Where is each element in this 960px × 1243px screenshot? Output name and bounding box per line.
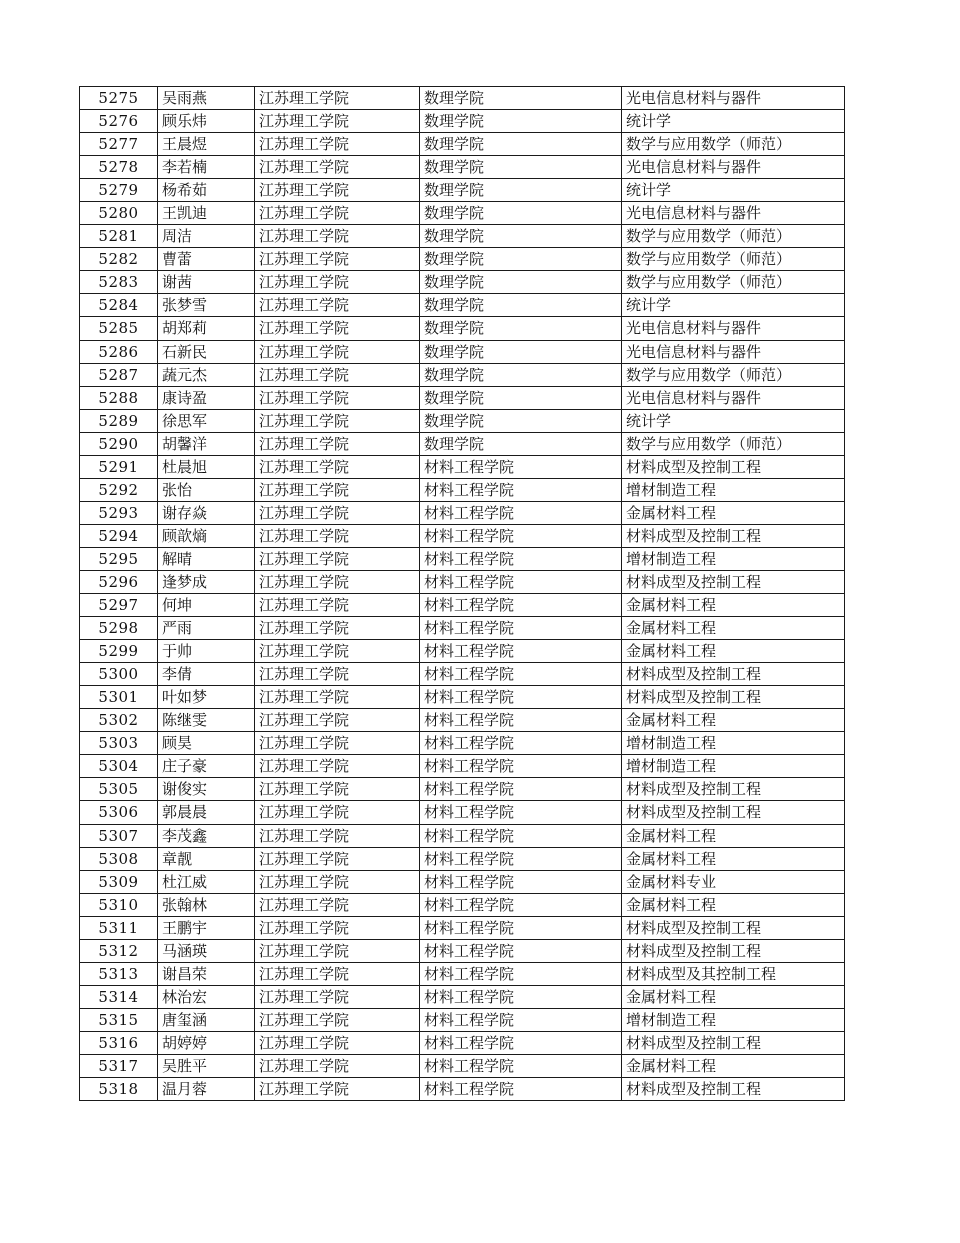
cell-number: 5314 bbox=[80, 985, 158, 1008]
table-row bbox=[80, 340, 845, 363]
cell-college: 数理学院 bbox=[420, 133, 622, 156]
cell-school: 江苏理工学院 bbox=[255, 110, 420, 133]
cell-major: 光电信息材料与器件 bbox=[622, 156, 845, 179]
cell-major: 数学与应用数学（师范） bbox=[622, 248, 845, 271]
table-row bbox=[80, 893, 845, 916]
cell-college: 材料工程学院 bbox=[420, 847, 622, 870]
cell-school: 江苏理工学院 bbox=[255, 663, 420, 686]
cell-major: 光电信息材料与器件 bbox=[622, 386, 845, 409]
table-row bbox=[80, 110, 845, 133]
cell-name: 顾昊 bbox=[158, 732, 255, 755]
cell-school: 江苏理工学院 bbox=[255, 916, 420, 939]
table-row bbox=[80, 432, 845, 455]
table-row bbox=[80, 755, 845, 778]
cell-school: 江苏理工学院 bbox=[255, 755, 420, 778]
table-row bbox=[80, 524, 845, 547]
cell-number: 5288 bbox=[80, 386, 158, 409]
cell-name: 石新民 bbox=[158, 340, 255, 363]
cell-name: 杨希茹 bbox=[158, 179, 255, 202]
cell-college: 材料工程学院 bbox=[420, 732, 622, 755]
cell-number: 5276 bbox=[80, 110, 158, 133]
cell-major: 材料成型及控制工程 bbox=[622, 455, 845, 478]
cell-school: 江苏理工学院 bbox=[255, 271, 420, 294]
cell-name: 何坤 bbox=[158, 594, 255, 617]
cell-school: 江苏理工学院 bbox=[255, 709, 420, 732]
cell-number: 5286 bbox=[80, 340, 158, 363]
cell-college: 材料工程学院 bbox=[420, 1078, 622, 1101]
cell-major: 增材制造工程 bbox=[622, 755, 845, 778]
cell-college: 材料工程学院 bbox=[420, 916, 622, 939]
cell-number: 5305 bbox=[80, 778, 158, 801]
cell-major: 材料成型及控制工程 bbox=[622, 570, 845, 593]
table-row bbox=[80, 847, 845, 870]
cell-college: 数理学院 bbox=[420, 179, 622, 202]
cell-major: 统计学 bbox=[622, 409, 845, 432]
cell-number: 5287 bbox=[80, 363, 158, 386]
cell-school: 江苏理工学院 bbox=[255, 455, 420, 478]
cell-major: 金属材料工程 bbox=[622, 501, 845, 524]
table-row bbox=[80, 686, 845, 709]
cell-college: 材料工程学院 bbox=[420, 524, 622, 547]
cell-major: 金属材料工程 bbox=[622, 985, 845, 1008]
cell-major: 增材制造工程 bbox=[622, 478, 845, 501]
cell-college: 材料工程学院 bbox=[420, 985, 622, 1008]
cell-major: 数学与应用数学（师范） bbox=[622, 225, 845, 248]
cell-major: 金属材料专业 bbox=[622, 870, 845, 893]
cell-school: 江苏理工学院 bbox=[255, 847, 420, 870]
cell-number: 5281 bbox=[80, 225, 158, 248]
cell-major: 材料成型及控制工程 bbox=[622, 916, 845, 939]
cell-school: 江苏理工学院 bbox=[255, 294, 420, 317]
cell-major: 数学与应用数学（师范） bbox=[622, 133, 845, 156]
cell-name: 张梦雪 bbox=[158, 294, 255, 317]
cell-college: 材料工程学院 bbox=[420, 663, 622, 686]
cell-name: 王鹏宇 bbox=[158, 916, 255, 939]
cell-name: 逢梦成 bbox=[158, 570, 255, 593]
cell-major: 光电信息材料与器件 bbox=[622, 202, 845, 225]
cell-name: 林治宏 bbox=[158, 985, 255, 1008]
cell-name: 胡郑莉 bbox=[158, 317, 255, 340]
cell-number: 5285 bbox=[80, 317, 158, 340]
table-row bbox=[80, 271, 845, 294]
cell-number: 5302 bbox=[80, 709, 158, 732]
cell-college: 材料工程学院 bbox=[420, 501, 622, 524]
cell-name: 叶如梦 bbox=[158, 686, 255, 709]
table-row bbox=[80, 133, 845, 156]
cell-name: 张翰林 bbox=[158, 893, 255, 916]
cell-major: 数学与应用数学（师范） bbox=[622, 432, 845, 455]
cell-number: 5301 bbox=[80, 686, 158, 709]
cell-college: 材料工程学院 bbox=[420, 455, 622, 478]
cell-school: 江苏理工学院 bbox=[255, 248, 420, 271]
cell-number: 5275 bbox=[80, 87, 158, 110]
cell-number: 5307 bbox=[80, 824, 158, 847]
cell-school: 江苏理工学院 bbox=[255, 363, 420, 386]
cell-school: 江苏理工学院 bbox=[255, 1031, 420, 1054]
cell-major: 金属材料工程 bbox=[622, 617, 845, 640]
cell-number: 5313 bbox=[80, 962, 158, 985]
cell-school: 江苏理工学院 bbox=[255, 225, 420, 248]
cell-college: 材料工程学院 bbox=[420, 939, 622, 962]
cell-name: 蔬元杰 bbox=[158, 363, 255, 386]
cell-number: 5317 bbox=[80, 1054, 158, 1077]
cell-school: 江苏理工学院 bbox=[255, 133, 420, 156]
cell-number: 5289 bbox=[80, 409, 158, 432]
cell-number: 5315 bbox=[80, 1008, 158, 1031]
cell-school: 江苏理工学院 bbox=[255, 962, 420, 985]
cell-name: 曹蕾 bbox=[158, 248, 255, 271]
cell-school: 江苏理工学院 bbox=[255, 524, 420, 547]
cell-college: 数理学院 bbox=[420, 248, 622, 271]
cell-name: 谢存焱 bbox=[158, 501, 255, 524]
cell-major: 统计学 bbox=[622, 179, 845, 202]
cell-major: 金属材料工程 bbox=[622, 847, 845, 870]
table-row bbox=[80, 225, 845, 248]
cell-number: 5298 bbox=[80, 617, 158, 640]
cell-name: 胡婷婷 bbox=[158, 1031, 255, 1054]
table-row bbox=[80, 870, 845, 893]
cell-number: 5308 bbox=[80, 847, 158, 870]
cell-college: 数理学院 bbox=[420, 87, 622, 110]
table-row bbox=[80, 916, 845, 939]
cell-college: 数理学院 bbox=[420, 225, 622, 248]
cell-major: 金属材料工程 bbox=[622, 594, 845, 617]
cell-college: 材料工程学院 bbox=[420, 547, 622, 570]
cell-name: 周洁 bbox=[158, 225, 255, 248]
cell-major: 材料成型及控制工程 bbox=[622, 1031, 845, 1054]
cell-school: 江苏理工学院 bbox=[255, 1054, 420, 1077]
cell-major: 光电信息材料与器件 bbox=[622, 340, 845, 363]
table-row bbox=[80, 501, 845, 524]
table-row bbox=[80, 409, 845, 432]
table-row bbox=[80, 294, 845, 317]
table-row bbox=[80, 156, 845, 179]
cell-major: 光电信息材料与器件 bbox=[622, 87, 845, 110]
cell-major: 统计学 bbox=[622, 110, 845, 133]
cell-name: 章靓 bbox=[158, 847, 255, 870]
table-row bbox=[80, 617, 845, 640]
cell-name: 吴雨燕 bbox=[158, 87, 255, 110]
cell-college: 材料工程学院 bbox=[420, 570, 622, 593]
cell-school: 江苏理工学院 bbox=[255, 317, 420, 340]
table-row bbox=[80, 709, 845, 732]
cell-school: 江苏理工学院 bbox=[255, 156, 420, 179]
table-row bbox=[80, 640, 845, 663]
cell-major: 增材制造工程 bbox=[622, 732, 845, 755]
cell-major: 数学与应用数学（师范） bbox=[622, 271, 845, 294]
cell-college: 数理学院 bbox=[420, 363, 622, 386]
cell-name: 王凯迪 bbox=[158, 202, 255, 225]
table-row bbox=[80, 478, 845, 501]
cell-school: 江苏理工学院 bbox=[255, 939, 420, 962]
roster-table bbox=[79, 86, 845, 1101]
cell-number: 5297 bbox=[80, 594, 158, 617]
table-row bbox=[80, 363, 845, 386]
table-row bbox=[80, 824, 845, 847]
cell-school: 江苏理工学院 bbox=[255, 202, 420, 225]
cell-college: 材料工程学院 bbox=[420, 478, 622, 501]
cell-school: 江苏理工学院 bbox=[255, 778, 420, 801]
cell-school: 江苏理工学院 bbox=[255, 594, 420, 617]
cell-school: 江苏理工学院 bbox=[255, 547, 420, 570]
cell-number: 5292 bbox=[80, 478, 158, 501]
cell-college: 材料工程学院 bbox=[420, 617, 622, 640]
cell-number: 5282 bbox=[80, 248, 158, 271]
cell-school: 江苏理工学院 bbox=[255, 501, 420, 524]
cell-school: 江苏理工学院 bbox=[255, 386, 420, 409]
cell-major: 金属材料工程 bbox=[622, 893, 845, 916]
cell-number: 5303 bbox=[80, 732, 158, 755]
table-row bbox=[80, 87, 845, 110]
cell-college: 材料工程学院 bbox=[420, 1008, 622, 1031]
cell-college: 材料工程学院 bbox=[420, 870, 622, 893]
cell-major: 材料成型及控制工程 bbox=[622, 939, 845, 962]
cell-number: 5284 bbox=[80, 294, 158, 317]
cell-name: 王晨煜 bbox=[158, 133, 255, 156]
table-row bbox=[80, 202, 845, 225]
cell-college: 材料工程学院 bbox=[420, 893, 622, 916]
cell-school: 江苏理工学院 bbox=[255, 1078, 420, 1101]
cell-college: 材料工程学院 bbox=[420, 778, 622, 801]
table-row bbox=[80, 317, 845, 340]
cell-number: 5311 bbox=[80, 916, 158, 939]
cell-school: 江苏理工学院 bbox=[255, 409, 420, 432]
cell-name: 张怡 bbox=[158, 478, 255, 501]
cell-school: 江苏理工学院 bbox=[255, 870, 420, 893]
cell-number: 5299 bbox=[80, 640, 158, 663]
cell-major: 金属材料工程 bbox=[622, 1054, 845, 1077]
table-row bbox=[80, 962, 845, 985]
cell-number: 5304 bbox=[80, 755, 158, 778]
table-row bbox=[80, 547, 845, 570]
cell-college: 数理学院 bbox=[420, 294, 622, 317]
table-row bbox=[80, 1078, 845, 1101]
table-row bbox=[80, 801, 845, 824]
cell-name: 康诗盈 bbox=[158, 386, 255, 409]
cell-number: 5283 bbox=[80, 271, 158, 294]
cell-number: 5290 bbox=[80, 432, 158, 455]
cell-major: 金属材料工程 bbox=[622, 709, 845, 732]
cell-name: 谢俊实 bbox=[158, 778, 255, 801]
cell-number: 5294 bbox=[80, 524, 158, 547]
cell-college: 材料工程学院 bbox=[420, 594, 622, 617]
cell-school: 江苏理工学院 bbox=[255, 570, 420, 593]
cell-number: 5310 bbox=[80, 893, 158, 916]
table-row bbox=[80, 1031, 845, 1054]
cell-school: 江苏理工学院 bbox=[255, 340, 420, 363]
cell-college: 数理学院 bbox=[420, 202, 622, 225]
cell-college: 材料工程学院 bbox=[420, 640, 622, 663]
cell-major: 增材制造工程 bbox=[622, 547, 845, 570]
cell-major: 材料成型及控制工程 bbox=[622, 663, 845, 686]
cell-name: 陈继雯 bbox=[158, 709, 255, 732]
cell-college: 数理学院 bbox=[420, 271, 622, 294]
cell-number: 5316 bbox=[80, 1031, 158, 1054]
cell-college: 数理学院 bbox=[420, 156, 622, 179]
table-row bbox=[80, 455, 845, 478]
cell-college: 数理学院 bbox=[420, 432, 622, 455]
cell-college: 材料工程学院 bbox=[420, 824, 622, 847]
cell-name: 谢昌荣 bbox=[158, 962, 255, 985]
cell-college: 数理学院 bbox=[420, 340, 622, 363]
table-row bbox=[80, 732, 845, 755]
cell-name: 李若楠 bbox=[158, 156, 255, 179]
cell-number: 5300 bbox=[80, 663, 158, 686]
cell-number: 5318 bbox=[80, 1078, 158, 1101]
cell-school: 江苏理工学院 bbox=[255, 824, 420, 847]
cell-major: 金属材料工程 bbox=[622, 640, 845, 663]
cell-college: 材料工程学院 bbox=[420, 801, 622, 824]
cell-name: 唐玺涵 bbox=[158, 1008, 255, 1031]
table-row bbox=[80, 570, 845, 593]
cell-number: 5312 bbox=[80, 939, 158, 962]
cell-name: 顾乐炜 bbox=[158, 110, 255, 133]
cell-college: 材料工程学院 bbox=[420, 1054, 622, 1077]
table-row bbox=[80, 778, 845, 801]
cell-major: 材料成型及控制工程 bbox=[622, 778, 845, 801]
cell-school: 江苏理工学院 bbox=[255, 640, 420, 663]
cell-name: 于帅 bbox=[158, 640, 255, 663]
cell-number: 5293 bbox=[80, 501, 158, 524]
cell-college: 材料工程学院 bbox=[420, 1031, 622, 1054]
cell-major: 金属材料工程 bbox=[622, 824, 845, 847]
cell-name: 郭晨晨 bbox=[158, 801, 255, 824]
cell-school: 江苏理工学院 bbox=[255, 893, 420, 916]
cell-name: 马涵瑛 bbox=[158, 939, 255, 962]
roster-table-body bbox=[80, 87, 845, 1101]
table-row bbox=[80, 179, 845, 202]
cell-major: 增材制造工程 bbox=[622, 1008, 845, 1031]
cell-name: 温月蓉 bbox=[158, 1078, 255, 1101]
cell-name: 顾歆熵 bbox=[158, 524, 255, 547]
cell-name: 谢茜 bbox=[158, 271, 255, 294]
table-row bbox=[80, 1008, 845, 1031]
cell-school: 江苏理工学院 bbox=[255, 801, 420, 824]
cell-major: 材料成型及控制工程 bbox=[622, 686, 845, 709]
cell-major: 材料成型及控制工程 bbox=[622, 801, 845, 824]
table-row bbox=[80, 386, 845, 409]
cell-number: 5277 bbox=[80, 133, 158, 156]
cell-school: 江苏理工学院 bbox=[255, 87, 420, 110]
cell-college: 材料工程学院 bbox=[420, 709, 622, 732]
cell-number: 5306 bbox=[80, 801, 158, 824]
cell-college: 材料工程学院 bbox=[420, 962, 622, 985]
cell-college: 材料工程学院 bbox=[420, 755, 622, 778]
cell-number: 5280 bbox=[80, 202, 158, 225]
cell-number: 5291 bbox=[80, 455, 158, 478]
cell-name: 李倩 bbox=[158, 663, 255, 686]
cell-name: 杜晨旭 bbox=[158, 455, 255, 478]
cell-school: 江苏理工学院 bbox=[255, 985, 420, 1008]
cell-name: 李茂鑫 bbox=[158, 824, 255, 847]
cell-school: 江苏理工学院 bbox=[255, 179, 420, 202]
table-row bbox=[80, 1054, 845, 1077]
cell-college: 数理学院 bbox=[420, 110, 622, 133]
cell-name: 庄子豪 bbox=[158, 755, 255, 778]
cell-name: 徐思军 bbox=[158, 409, 255, 432]
cell-number: 5309 bbox=[80, 870, 158, 893]
table-row bbox=[80, 248, 845, 271]
cell-school: 江苏理工学院 bbox=[255, 686, 420, 709]
cell-name: 严雨 bbox=[158, 617, 255, 640]
cell-name: 吴胜平 bbox=[158, 1054, 255, 1077]
cell-major: 光电信息材料与器件 bbox=[622, 317, 845, 340]
cell-school: 江苏理工学院 bbox=[255, 432, 420, 455]
cell-major: 材料成型及控制工程 bbox=[622, 1078, 845, 1101]
table-row bbox=[80, 985, 845, 1008]
cell-college: 材料工程学院 bbox=[420, 686, 622, 709]
cell-name: 胡馨洋 bbox=[158, 432, 255, 455]
cell-number: 5295 bbox=[80, 547, 158, 570]
cell-number: 5279 bbox=[80, 179, 158, 202]
cell-school: 江苏理工学院 bbox=[255, 478, 420, 501]
table-row bbox=[80, 594, 845, 617]
cell-major: 材料成型及其控制工程 bbox=[622, 962, 845, 985]
cell-college: 数理学院 bbox=[420, 386, 622, 409]
cell-number: 5296 bbox=[80, 570, 158, 593]
table-row bbox=[80, 939, 845, 962]
cell-major: 数学与应用数学（师范） bbox=[622, 363, 845, 386]
cell-number: 5278 bbox=[80, 156, 158, 179]
cell-college: 数理学院 bbox=[420, 409, 622, 432]
cell-school: 江苏理工学院 bbox=[255, 1008, 420, 1031]
cell-school: 江苏理工学院 bbox=[255, 617, 420, 640]
table-row bbox=[80, 663, 845, 686]
cell-name: 解晴 bbox=[158, 547, 255, 570]
cell-major: 统计学 bbox=[622, 294, 845, 317]
cell-name: 杜江威 bbox=[158, 870, 255, 893]
cell-school: 江苏理工学院 bbox=[255, 732, 420, 755]
cell-major: 材料成型及控制工程 bbox=[622, 524, 845, 547]
cell-college: 数理学院 bbox=[420, 317, 622, 340]
